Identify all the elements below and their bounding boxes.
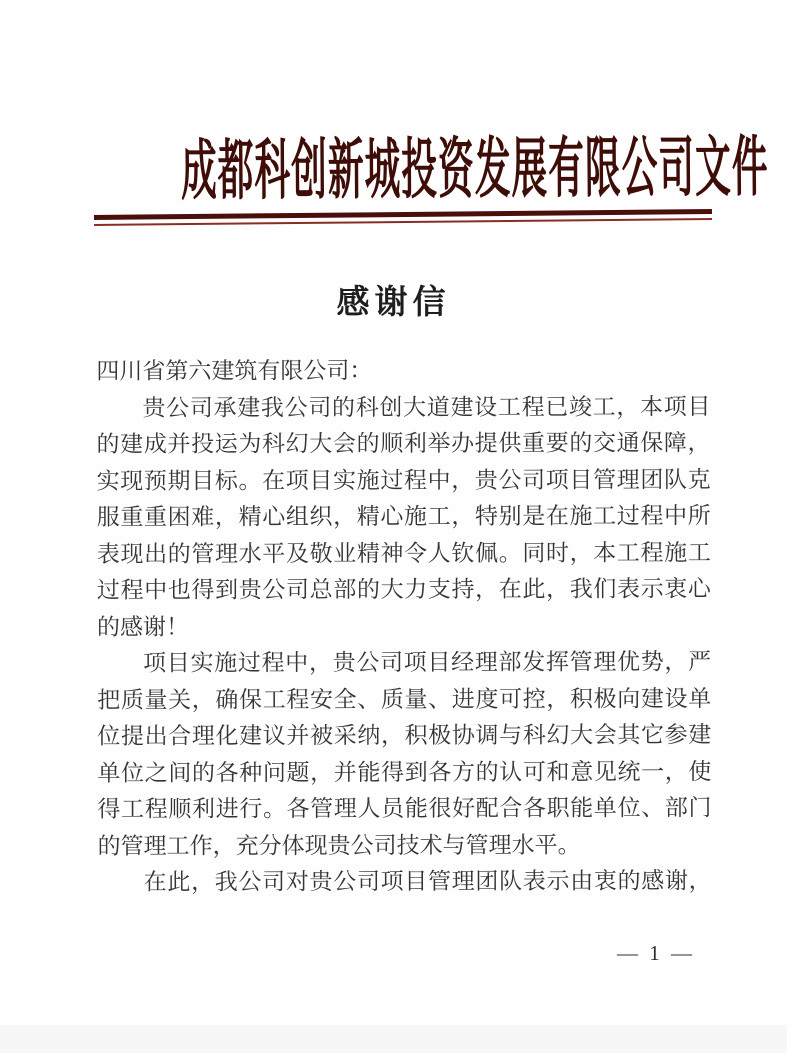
scan-shadow-band [0, 1025, 787, 1053]
body-line: 表现出的管理水平及敬业精神令人钦佩。同时，本工程施工 [96, 539, 711, 567]
letter-title: 感谢信 [336, 285, 451, 321]
body-line: 的管理工作，充分体现贵公司技术与管理水平。 [97, 832, 581, 859]
page-number: — 1 — [617, 941, 695, 965]
body-line: 的感谢！ [96, 614, 190, 640]
body-line: 的建成并投运为科幻大会的顺利举办提供重要的交通保障， [96, 430, 711, 457]
body-line: 得工程顺利进行。各管理人员能很好配合各职能单位、部门 [97, 795, 712, 822]
salutation-line: 四川省第六建筑有限公司： [96, 358, 373, 384]
rule-bottom-line [94, 218, 712, 226]
letter-body [96, 352, 711, 901]
body-line: 贵公司承建我公司的科创大道建设工程已竣工，本项目 [142, 393, 711, 421]
body-line: 位提出合理化建议并被采纳，积极协调与科幻大会其它参建 [97, 722, 712, 749]
body-line: 项目实施过程中，贵公司项目经理部发挥管理优势，严 [143, 649, 712, 676]
body-line: 在此，我公司对贵公司项目管理团队表示由衷的感谢， [143, 868, 712, 895]
issuing-company-title: 成都科创新城投资发展有限公司文件 [180, 131, 769, 209]
body-line: 实现预期目标。在项目实施过程中，贵公司项目管理团队克 [96, 466, 711, 494]
body-line: 服重重困难，精心组织，精心施工，特别是在施工过程中所 [96, 503, 711, 530]
body-line: 单位之间的各种问题，并能得到各方的认可和意见统一，使 [97, 758, 712, 786]
body-line: 过程中也得到贵公司总部的大力支持，在此，我们表示衷心 [96, 576, 711, 603]
body-line: 把质量关，确保工程安全、质量、进度可控，积极向建设单 [97, 685, 712, 713]
